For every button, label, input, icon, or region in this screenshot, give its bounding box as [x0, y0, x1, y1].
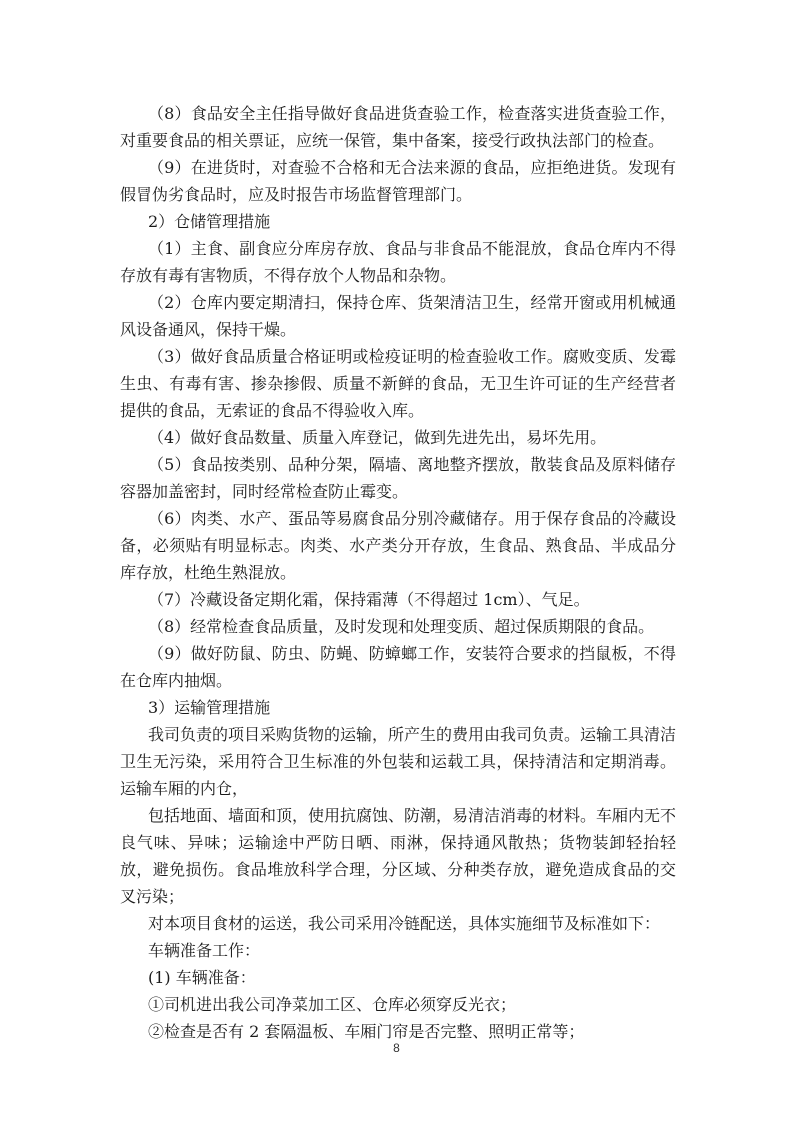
document-body [120, 100, 676, 1045]
paragraph-8-procurement-inspection: （8）食品安全主任指导做好食品进货查验工作，检查落实进货查验工作，对重要食品的相关票证，应统一保管，集中备案，接受行政执法部门的检查。 [120, 104, 676, 150]
paragraph-vehicle-prep-1: (1) 车辆准备： [148, 968, 256, 987]
list-item-check-equipment: ②检查是否有 2 套隔温板、车厢门帘是否完整、照明正常等； [148, 1022, 585, 1041]
page-number: 8 [393, 1041, 400, 1055]
paragraph-storage-3: （3）做好食品质量合格证明或检疫证明的检查验收工作。腐败变质、发霉生虫、有毒有害、掺杂掺假、质量不新鲜的食品，无卫生许可证的生产经营者提供的食品，无索证的食品不得验收入库。 [120, 347, 676, 420]
paragraph-storage-5: （5）食品按类别、品种分架，隔墙、离地整齐摆放，散装食品及原料储存容器加盖密封，同时经常检查防止霉变。 [120, 455, 676, 501]
paragraph-storage-4: （4）做好食品数量、质量入库登记，做到先进先出，易坏先用。 [148, 428, 607, 447]
paragraph-storage-7: （7）冷藏设备定期化霜，保持霜薄（不得超过 1cm）、气足。 [148, 590, 590, 609]
paragraph-storage-8: （8）经常检查食品质量，及时发现和处理变质、超过保质期限的食品。 [148, 617, 655, 636]
paragraph-storage-9: （9）做好防鼠、防虫、防蝇、防蟑螂工作，安装符合要求的挡鼠板，不得在仓库内抽烟。 [120, 644, 676, 690]
paragraph-vehicle-prep-heading: 车辆准备工作： [148, 941, 261, 960]
paragraph-transport-vehicle: 包括地面、墙面和顶，使用抗腐蚀、防潮，易清洁消毒的材料。车厢内无不良气味、异味；运输途中严防日晒、雨淋，保持通风散热；货物装卸轻抬轻放，避免损伤。食品堆放科学合理，分区域、分种类存放，避免造成食品的交叉污染； [120, 806, 677, 906]
paragraph-storage-6: （6）肉类、水产、蛋品等易腐食品分别冷藏储存。用于保存食品的冷藏设备，必须贴有明显标志。肉类、水产类分开存放，生食品、熟食品、半成品分库存放，杜绝生熟混放。 [120, 509, 676, 582]
paragraph-9-reject-goods: （9）在进货时，对查验不合格和无合法来源的食品，应拒绝进货。发现有假冒伪劣食品时，应及时报告市场监督管理部门。 [120, 158, 676, 204]
section-heading-storage: 2）仓储管理措施 [148, 212, 271, 231]
section-heading-transport: 3）运输管理措施 [148, 698, 271, 717]
paragraph-cold-chain: 对本项目食材的运送，我公司采用冷链配送，具体实施细节及标准如下： [148, 914, 661, 933]
paragraph-storage-2: （2）仓库内要定期清扫，保持仓库、货架清洁卫生，经常开窗或用机械通风设备通风，保持干燥。 [120, 293, 676, 339]
paragraph-storage-1: （1）主食、副食应分库房存放、食品与非食品不能混放，食品仓库内不得存放有毒有害物质，不得存放个人物品和杂物。 [120, 239, 676, 285]
paragraph-transport-intro: 我司负责的项目采购货物的运输，所产生的费用由我司负责。运输工具清洁卫生无污染，采用符合卫生标准的外包装和运载工具，保持清洁和定期消毒。运输车厢的内仓， [120, 725, 677, 798]
list-item-driver-vest: ①司机进出我公司净菜加工区、仓库必须穿反光衣； [148, 995, 517, 1014]
